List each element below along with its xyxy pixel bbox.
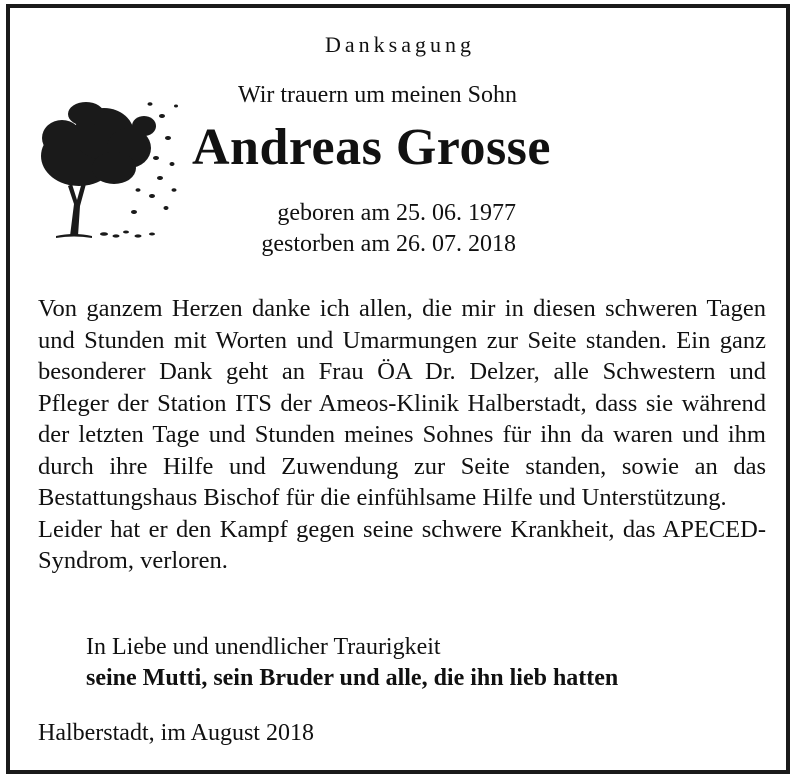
notice-heading: Danksagung <box>325 32 475 57</box>
tree-icon <box>34 86 184 246</box>
closing-line: In Liebe und unendlicher Traurigkeit <box>86 634 441 660</box>
birth-date: geboren am 25. 06. 1977 <box>277 200 516 226</box>
signature-line: seine Mutti, sein Bruder und alle, die ihn lieb hatten <box>86 665 619 691</box>
life-dates <box>248 198 516 260</box>
place-date: Halberstadt, im August 2018 <box>38 720 314 746</box>
thanks-paragraph: Von ganzem Herzen danke ich allen, die mir in diesen schweren Tagen und Stunden mit Worten und Umarmungen zur Seite standen. Ein ganz besonderer Dank geht an Frau ÖA Dr. Delzer, alle Schwestern und Pfleger der Station ITS der Ameos-Klinik Halberstadt, dass sie während der letzten Tage und Stunden meines Sohnes für ihn da waren und ihm durch ihre Hilfe und Zuwendung zur Seite standen, sowie an das Bestattungshaus Bischof für die einfühlsame Hilfe und Unterstützung. <box>38 295 766 511</box>
illness-paragraph: Leider hat er den Kampf gegen seine schwere Krankheit, das APECED-Syndrom, verloren. <box>38 515 766 574</box>
thanks-text <box>38 293 766 577</box>
death-date: gestorben am 26. 07. 2018 <box>261 231 516 257</box>
deceased-name: Andreas Grosse <box>192 119 551 176</box>
intro-line: Wir trauern um meinen Sohn <box>238 82 517 108</box>
